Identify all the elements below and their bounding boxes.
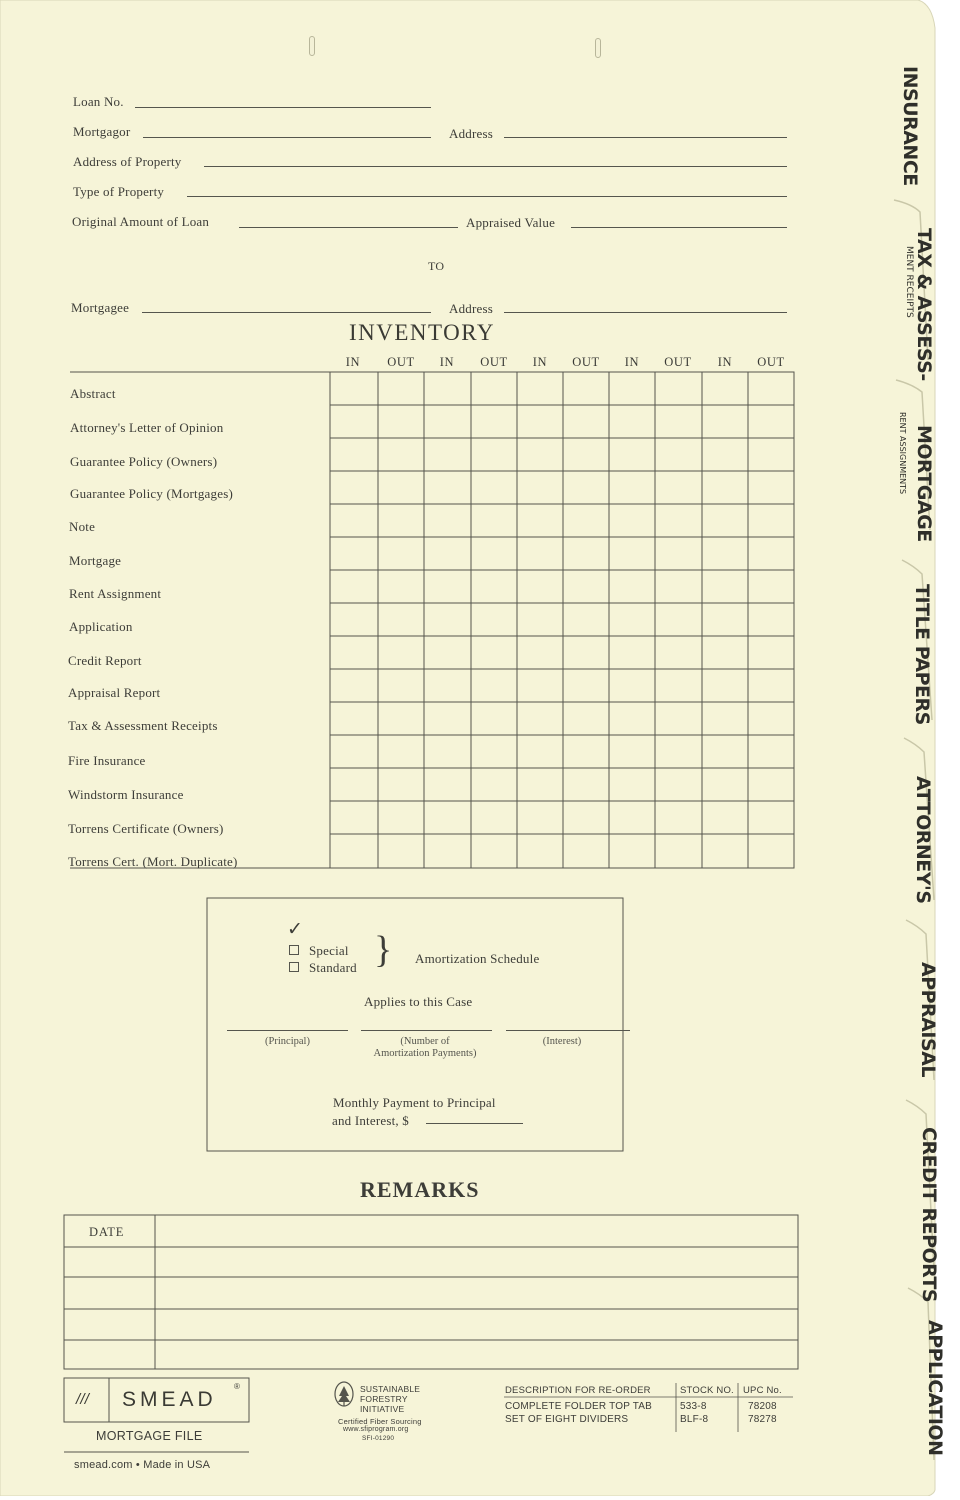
mortgagee-line[interactable] <box>142 312 431 313</box>
inventory-cell[interactable] <box>425 571 470 602</box>
special-checkbox[interactable] <box>289 945 299 955</box>
inventory-cell[interactable] <box>656 637 701 668</box>
inventory-cell[interactable] <box>656 571 701 602</box>
inventory-cell[interactable] <box>564 670 608 701</box>
mortgagor-address-label: Address <box>449 126 494 141</box>
mortgagee-address-label: Address <box>449 301 494 316</box>
inventory-cell[interactable] <box>564 604 608 635</box>
inventory-cell[interactable] <box>749 670 793 701</box>
inventory-cell[interactable] <box>425 769 470 800</box>
inventory-col-header: IN <box>532 355 548 369</box>
number-caption-2: Amortization Payments) <box>373 1048 477 1059</box>
inventory-cell[interactable] <box>749 703 793 734</box>
inventory-cell[interactable] <box>379 604 423 635</box>
tab-appraisal[interactable]: APPRAISAL <box>917 962 939 1077</box>
inventory-cell[interactable] <box>331 802 377 833</box>
inventory-cell[interactable] <box>472 604 516 635</box>
inventory-cell[interactable] <box>472 670 516 701</box>
inventory-cell[interactable] <box>518 769 562 800</box>
inventory-cell[interactable] <box>749 439 793 470</box>
inventory-col-header: IN <box>624 355 640 369</box>
principal-line[interactable] <box>227 1030 348 1031</box>
inventory-row-label: Torrens Certificate (Owners) <box>68 821 224 836</box>
inventory-cell[interactable] <box>610 835 654 866</box>
inventory-cell[interactable] <box>656 670 701 701</box>
tab-tax-assessment[interactable]: TAX & ASSESS- <box>913 228 935 381</box>
inventory-cell[interactable] <box>331 703 377 734</box>
inventory-cell[interactable] <box>379 769 423 800</box>
mortgagor-line[interactable] <box>143 137 431 138</box>
inventory-cell[interactable] <box>331 670 377 701</box>
inventory-cell[interactable] <box>331 439 377 470</box>
inventory-cell[interactable] <box>564 505 608 536</box>
tab-mortgage-subtitle-clip <box>895 410 907 530</box>
inventory-cell[interactable] <box>610 670 654 701</box>
tab-credit-reports[interactable]: CREDIT REPORTS <box>918 1127 940 1303</box>
inventory-cell[interactable] <box>379 439 423 470</box>
inventory-cell[interactable] <box>472 637 516 668</box>
hanger-slot-right <box>595 38 601 58</box>
reorder-upc: 78208 <box>748 1401 777 1412</box>
inventory-cell[interactable] <box>703 373 747 404</box>
monthly-payment-label-2: and Interest, $ <box>332 1113 410 1128</box>
inventory-cell[interactable] <box>610 505 654 536</box>
inventory-cell[interactable] <box>518 703 562 734</box>
inventory-cell[interactable] <box>564 406 608 437</box>
inventory-cell[interactable] <box>656 769 701 800</box>
number-of-payments-line[interactable] <box>361 1030 492 1031</box>
inventory-cell[interactable] <box>749 472 793 503</box>
inventory-cell[interactable] <box>379 373 423 404</box>
remarks-entry-area[interactable] <box>156 1248 797 1368</box>
inventory-cell[interactable] <box>331 769 377 800</box>
address-of-property-line[interactable] <box>204 166 787 167</box>
inventory-cell[interactable] <box>703 571 747 602</box>
tab-mortgage[interactable]: MORTGAGE <box>913 425 935 542</box>
inventory-cell[interactable] <box>703 505 747 536</box>
interest-line[interactable] <box>506 1030 630 1031</box>
inventory-cell[interactable] <box>425 505 470 536</box>
upc-header: UPC No. <box>743 1385 782 1396</box>
type-of-property-label: Type of Property <box>73 184 165 199</box>
inventory-cell[interactable] <box>331 637 377 668</box>
inventory-cell[interactable] <box>379 406 423 437</box>
inventory-row-label: Credit Report <box>68 653 142 668</box>
inventory-col-header: IN <box>717 355 733 369</box>
inventory-row-label: Application <box>69 619 133 634</box>
monthly-payment-label-1: Monthly Payment to Principal <box>333 1095 496 1110</box>
tab-tax-subtitle: MENT RECEIPTS <box>904 246 914 318</box>
standard-checkbox[interactable] <box>289 962 299 972</box>
inventory-cell[interactable] <box>379 736 423 767</box>
tab-mortgage-subtitle: RENT ASSIGNMENTS <box>898 412 907 495</box>
inventory-cell[interactable] <box>749 835 793 866</box>
inventory-cell[interactable] <box>425 373 470 404</box>
interest-caption: (Interest) <box>542 1036 582 1047</box>
inventory-col-header: IN <box>345 355 361 369</box>
applies-label: Applies to this Case <box>364 994 473 1009</box>
inventory-cell[interactable] <box>564 472 608 503</box>
amortization-schedule-label: Amortization Schedule <box>415 951 540 966</box>
tab-application[interactable]: APPLICATION <box>924 1320 946 1456</box>
inventory-cell[interactable] <box>518 505 562 536</box>
inventory-cell[interactable] <box>656 703 701 734</box>
reorder-desc: SET OF EIGHT DIVIDERS <box>505 1414 629 1425</box>
inventory-cell[interactable] <box>331 835 377 866</box>
inventory-cell[interactable] <box>610 406 654 437</box>
inventory-cell[interactable] <box>379 505 423 536</box>
inventory-row-label: Fire Insurance <box>68 753 146 768</box>
inventory-row-label: Appraisal Report <box>68 685 161 700</box>
inventory-cell[interactable] <box>703 472 747 503</box>
inventory-cell[interactable] <box>425 802 470 833</box>
inventory-cell[interactable] <box>379 637 423 668</box>
principal-caption: (Principal) <box>265 1036 310 1047</box>
inventory-cell[interactable] <box>703 769 747 800</box>
inventory-cell[interactable] <box>749 505 793 536</box>
inventory-cell[interactable] <box>564 703 608 734</box>
inventory-cell[interactable] <box>425 538 470 569</box>
inventory-cell[interactable] <box>472 538 516 569</box>
inventory-col-header: OUT <box>480 355 508 369</box>
inventory-cell[interactable] <box>379 835 423 866</box>
inventory-cell[interactable] <box>472 472 516 503</box>
inventory-cell[interactable] <box>610 802 654 833</box>
inventory-col-header: OUT <box>757 355 785 369</box>
original-amount-label: Original Amount of Loan <box>72 214 210 229</box>
standard-label: Standard <box>309 960 357 975</box>
inventory-cell[interactable] <box>379 703 423 734</box>
tab-insurance[interactable]: INSURANCE <box>899 66 921 186</box>
inventory-cell[interactable] <box>656 538 701 569</box>
mortgagor-label: Mortgagor <box>73 124 131 139</box>
inventory-cell[interactable] <box>610 637 654 668</box>
sfi-line-5: www.sfiprogram.org <box>343 1426 409 1433</box>
inventory-cell[interactable] <box>379 571 423 602</box>
inventory-cell[interactable] <box>379 472 423 503</box>
inventory-cell[interactable] <box>610 769 654 800</box>
inventory-cell[interactable] <box>379 670 423 701</box>
logo-slashes: /// <box>76 1391 90 1408</box>
inventory-cell[interactable] <box>379 538 423 569</box>
inventory-cell[interactable] <box>518 538 562 569</box>
inventory-cell[interactable] <box>472 835 516 866</box>
inventory-cell[interactable] <box>610 736 654 767</box>
appraised-value-label: Appraised Value <box>466 215 556 230</box>
inventory-cell[interactable] <box>425 406 470 437</box>
address-of-property-label: Address of Property <box>73 154 182 169</box>
inventory-cell[interactable] <box>331 736 377 767</box>
inventory-row-label: Windstorm Insurance <box>68 787 184 802</box>
inventory-cell[interactable] <box>564 736 608 767</box>
inventory-cell[interactable] <box>749 538 793 569</box>
stock-header: STOCK NO. <box>680 1385 734 1396</box>
reorder-desc: COMPLETE FOLDER TOP TAB <box>505 1401 653 1412</box>
sfi-line-4: Certified Fiber Sourcing <box>338 1417 422 1426</box>
inventory-cell[interactable] <box>425 472 470 503</box>
loan-no-label: Loan No. <box>73 94 124 109</box>
inventory-cell[interactable] <box>518 604 562 635</box>
inventory-row-label: Torrens Cert. (Mort. Duplicate) <box>68 854 238 869</box>
check-mark: ✓ <box>287 919 304 940</box>
inventory-cell[interactable] <box>564 571 608 602</box>
inventory-row-label: Abstract <box>70 386 116 401</box>
inventory-cell[interactable] <box>472 505 516 536</box>
inventory-cell[interactable] <box>518 439 562 470</box>
inventory-cell[interactable] <box>749 571 793 602</box>
sfi-line-3: INITIATIVE <box>360 1404 405 1414</box>
inventory-cell[interactable] <box>703 637 747 668</box>
inventory-cell[interactable] <box>564 835 608 866</box>
inventory-cell[interactable] <box>610 703 654 734</box>
inventory-cell[interactable] <box>518 406 562 437</box>
inventory-cell[interactable] <box>749 802 793 833</box>
brace: } <box>374 929 393 971</box>
inventory-cell[interactable] <box>610 571 654 602</box>
inventory-cell[interactable] <box>610 472 654 503</box>
inventory-cell[interactable] <box>472 802 516 833</box>
inventory-cell[interactable] <box>425 604 470 635</box>
inventory-cell[interactable] <box>518 835 562 866</box>
reorder-stock: 533-8 <box>680 1401 707 1412</box>
inventory-cell[interactable] <box>472 439 516 470</box>
type-of-property-line[interactable] <box>187 196 787 197</box>
tab-attorneys[interactable]: ATTORNEY'S <box>912 776 934 904</box>
inventory-cell[interactable] <box>331 571 377 602</box>
inventory-cell[interactable] <box>564 637 608 668</box>
remarks-title: REMARKS <box>360 1177 480 1202</box>
reorder-upc: 78278 <box>748 1414 777 1425</box>
inventory-cell[interactable] <box>564 538 608 569</box>
inventory-title: INVENTORY <box>349 320 495 345</box>
inventory-cell[interactable] <box>703 802 747 833</box>
inventory-cell[interactable] <box>656 505 701 536</box>
reorder-header: DESCRIPTION FOR RE-ORDER <box>505 1385 651 1396</box>
inventory-cell[interactable] <box>518 571 562 602</box>
inventory-row-label: Attorney's Letter of Opinion <box>70 420 224 435</box>
inventory-cell[interactable] <box>518 670 562 701</box>
inventory-row-label: Note <box>69 519 96 534</box>
inventory-cell[interactable] <box>472 406 516 437</box>
inventory-cell[interactable] <box>610 538 654 569</box>
monthly-payment-line[interactable] <box>426 1123 523 1124</box>
inventory-cell[interactable] <box>379 802 423 833</box>
special-option[interactable] <box>289 943 349 959</box>
inventory-cell[interactable] <box>472 703 516 734</box>
inventory-cell[interactable] <box>749 736 793 767</box>
reorder-stock: BLF-8 <box>680 1414 709 1425</box>
inventory-cell[interactable] <box>656 472 701 503</box>
tab-title-papers[interactable]: TITLE PAPERS <box>911 584 933 725</box>
inventory-cell[interactable] <box>656 802 701 833</box>
inventory-cell[interactable] <box>331 373 377 404</box>
mortgagee-address-line[interactable] <box>504 312 787 313</box>
inventory-cell[interactable] <box>472 736 516 767</box>
inventory-cell[interactable] <box>331 538 377 569</box>
mortgagor-address-line[interactable] <box>504 137 787 138</box>
inventory-cell[interactable] <box>656 439 701 470</box>
inventory-col-header: OUT <box>664 355 692 369</box>
inventory-cell[interactable] <box>425 637 470 668</box>
smead-logo: SMEAD <box>122 1388 217 1411</box>
inventory-row-label: Mortgage <box>69 553 122 568</box>
inventory-cell[interactable] <box>564 802 608 833</box>
inventory-cell[interactable] <box>656 604 701 635</box>
inventory-cell[interactable] <box>703 835 747 866</box>
sfi-line-2: FORESTRY <box>360 1394 408 1404</box>
inventory-cell[interactable] <box>656 736 701 767</box>
special-label: Special <box>309 943 349 958</box>
to-label: TO <box>428 259 445 273</box>
inventory-cell[interactable] <box>425 736 470 767</box>
inventory-cell[interactable] <box>749 604 793 635</box>
mortgagee-label: Mortgagee <box>71 300 130 315</box>
inventory-cell[interactable] <box>518 736 562 767</box>
inventory-cell[interactable] <box>703 538 747 569</box>
inventory-cell[interactable] <box>749 373 793 404</box>
inventory-cell[interactable] <box>518 637 562 668</box>
inventory-cell[interactable] <box>610 439 654 470</box>
inventory-cell[interactable] <box>331 472 377 503</box>
inventory-cell[interactable] <box>564 439 608 470</box>
inventory-col-header: OUT <box>572 355 600 369</box>
inventory-cell[interactable] <box>331 406 377 437</box>
inventory-row-label: Guarantee Policy (Mortgages) <box>70 486 233 501</box>
inventory-cell[interactable] <box>331 505 377 536</box>
inventory-cell[interactable] <box>425 670 470 701</box>
registered-mark: ® <box>234 1382 241 1391</box>
inventory-cell[interactable] <box>656 835 701 866</box>
inventory-cell[interactable] <box>703 703 747 734</box>
inventory-col-header: IN <box>439 355 455 369</box>
appraised-value-line[interactable] <box>571 227 787 228</box>
inventory-cell[interactable] <box>703 736 747 767</box>
inventory-col-header: OUT <box>387 355 415 369</box>
inventory-row-label: Rent Assignment <box>69 586 162 601</box>
hanger-slot-left <box>309 36 315 56</box>
inventory-cell[interactable] <box>703 670 747 701</box>
inventory-cell[interactable] <box>425 703 470 734</box>
sfi-line-6: SFI-01290 <box>362 1435 395 1442</box>
inventory-cell[interactable] <box>610 604 654 635</box>
site-made-in: smead.com • Made in USA <box>74 1459 211 1471</box>
original-amount-line[interactable] <box>239 227 458 228</box>
inventory-cell[interactable] <box>703 406 747 437</box>
inventory-cell[interactable] <box>703 604 747 635</box>
sfi-line-1: SUSTAINABLE <box>360 1384 421 1394</box>
inventory-cell[interactable] <box>703 439 747 470</box>
inventory-row-label: Guarantee Policy (Owners) <box>70 454 218 469</box>
inventory-cell[interactable] <box>564 769 608 800</box>
inventory-cell[interactable] <box>749 769 793 800</box>
inventory-cell[interactable] <box>331 604 377 635</box>
inventory-cell[interactable] <box>610 373 654 404</box>
date-header: DATE <box>89 1225 125 1239</box>
inventory-cell[interactable] <box>518 472 562 503</box>
loan-no-line[interactable] <box>135 107 431 108</box>
inventory-cell[interactable] <box>518 802 562 833</box>
inventory-cell[interactable] <box>656 373 701 404</box>
inventory-cell[interactable] <box>425 439 470 470</box>
inventory-cell[interactable] <box>425 835 470 866</box>
product-name: MORTGAGE FILE <box>96 1429 203 1443</box>
inventory-cell[interactable] <box>472 769 516 800</box>
inventory-cell[interactable] <box>472 373 516 404</box>
number-caption-1: (Number of <box>400 1036 450 1047</box>
inventory-cell[interactable] <box>749 406 793 437</box>
standard-option[interactable] <box>289 960 357 976</box>
inventory-cell[interactable] <box>472 571 516 602</box>
inventory-row-label: Tax & Assessment Receipts <box>68 718 218 733</box>
inventory-cell[interactable] <box>564 373 608 404</box>
inventory-cell[interactable] <box>656 406 701 437</box>
inventory-cell[interactable] <box>749 637 793 668</box>
inventory-cell[interactable] <box>518 373 562 404</box>
